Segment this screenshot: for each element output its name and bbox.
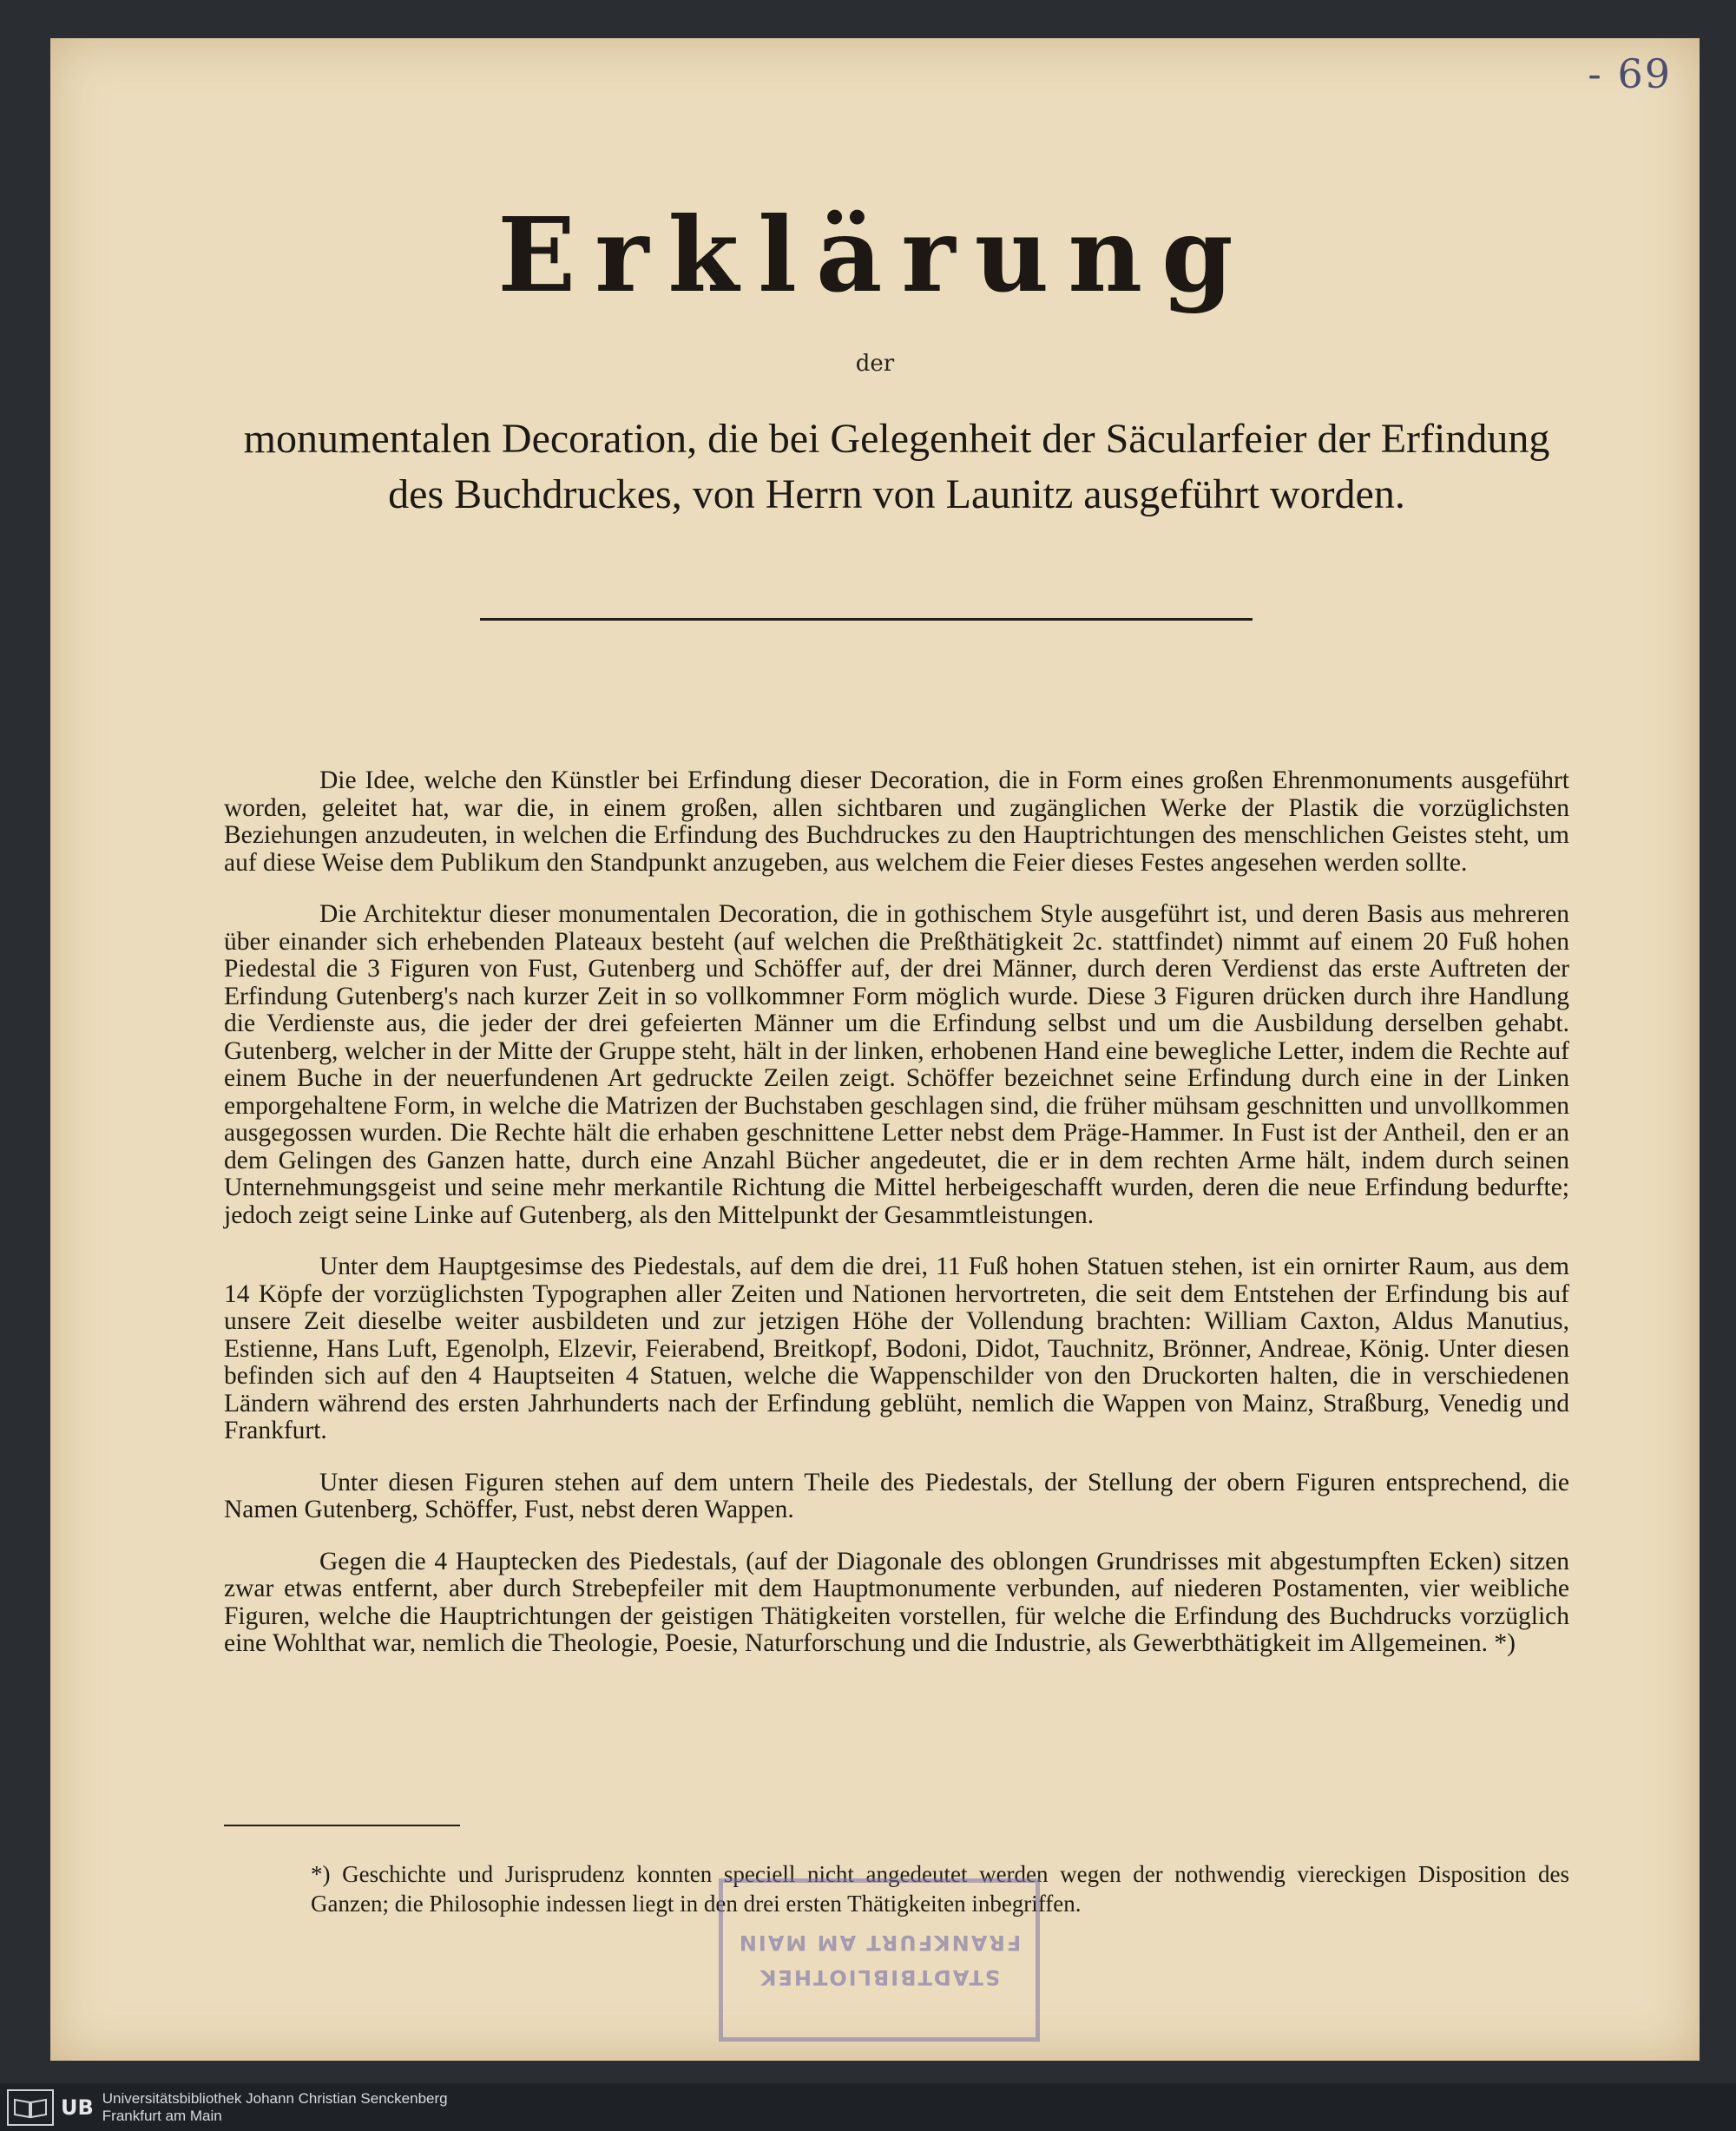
library-stamp xyxy=(719,1878,1040,2042)
logo-text: UB xyxy=(61,2095,94,2120)
book-icon xyxy=(13,2096,48,2119)
body-text xyxy=(224,767,1569,1682)
stamp-line: FRANKFURT AM MAIN xyxy=(737,1930,1022,1955)
institution-name[interactable] xyxy=(102,2090,448,2125)
title-connector: der xyxy=(855,351,895,377)
institution-line: Universitätsbibliothek Johann Christian Senckenberg xyxy=(102,2089,448,2107)
stamp-line: STADTBIBLIOTHEK xyxy=(758,1965,1001,1990)
footnote-divider xyxy=(224,1825,460,1826)
library-logo[interactable] xyxy=(7,2089,54,2126)
paragraph: Gegen die 4 Hauptecken des Piedestals, (auf der Diagonale des oblongen Grundrisses mit abgestumpften Ecken) sitzen zwar etwas entfernt, aber durch Strebepfeiler mit dem Hauptmonumente verbunden, auf niederen Postamenten, vier weibliche Figuren, welche die Hauptrichtungen der geistigen Thätigkeiten vorstellen, für welche die Erfindung des Buchdrucks vorzüglich eine Wohlthat war, nemlich die Theologie, Poesie, Naturforschung und die Industrie, als Gewerbthätigkeit im Allgemeinen. *) xyxy=(224,1547,1569,1657)
document-page xyxy=(50,38,1700,2061)
paragraph: Die Idee, welche den Künstler bei Erfindung dieser Decoration, die in Form eines großen Ehrenmonuments ausgeführt worden, geleitet hat, war die, in einem großen, allen sichtbaren und zugänglichen Werke der Plastik die vorzüglichsten Beziehungen anzudeuten, in welchen die Erfindung des Buchdruckes zu den Hauptrichtungen des menschlichen Geistes steht, um auf diese Weise dem Publikum den Standpunkt anzugeben, aus welchem die Feier dieses Festes angesehen werden sollte. xyxy=(224,766,1569,877)
footer-bar xyxy=(0,2083,1736,2131)
title-divider xyxy=(480,618,1253,621)
institution-line: Frankfurt am Main xyxy=(102,2107,222,2124)
footnote: *) Geschichte und Jurisprudenz konnten speciell nicht angedeutet werden wegen der nothwendig viereckigen Disposition des Ganzen; die Philosophie indessen liegt in den drei ersten Thätigkeiten inbegriffen. xyxy=(311,1861,1569,1917)
shelfmark: - 69 xyxy=(1588,50,1672,97)
page-title: Erklärung xyxy=(497,194,1253,315)
paragraph: Die Architektur dieser monumentalen Decoration, die in gothischem Style ausgeführt ist, und deren Basis aus mehreren über einander sich erhebenden Plateaux besteht (auf welchen die Preßthätigkeit 2c. stattfindet) nimmt auf einem 20 Fuß hohen Piedestal die 3 Figuren von Fust, Gutenberg und Schöffer auf, der drei Männer, durch deren Verdienst das erste Auftreten der Erfindung Gutenberg's nach kurzer Zeit in so vollkommner Form möglich wurde. Diese 3 Figuren drücken durch ihre Handlung die Verdienste aus, die jeder der drei gefeierten Männer um die Erfindung selbst und um die Ausbildung derselben gehabt. Gutenberg, welcher in der Mitte der Gruppe steht, hält in der linken, erhobenen Hand eine bewegliche Letter, indem die Rechte auf einem Buche in der neuerfundenen Art gedruckte Zeilen zeigt. Schöffer bezeichnet seine Erfindung durch eine in der Linken emporgehaltene Form, in welche die Matrizen der Buchstaben geschlagen sind, die früher mühsam geschnitten und unvollkommen ausgegossen wurden. Die Rechte hält die erhaben geschnittene Letter nebst dem Präge-Hammer. In Fust ist der Antheil, den er an dem Gelingen des Ganzen hatte, durch eine Anzahl Bücher angedeutet, die er in dem rechten Arme hält, indem durch seinen Unternehmungsgeist und seine mehr merkantile Richtung die Mittel herbeigeschafft wurden, deren die neue Erfindung bedurfte; jedoch zeigt seine Linke auf Gutenberg, als den Mittelpunkt der Gesammtleistungen. xyxy=(224,900,1569,1229)
page-subtitle: monumentalen Decoration, die bei Gelegenheit der Säcularfeier der Erfindung des Buchdruckes, von Herrn von Launitz ausgeführt worden. xyxy=(243,416,1550,517)
paragraph: Unter dem Hauptgesimse des Piedestals, auf dem die drei, 11 Fuß hohen Statuen stehen, ist ein ornirter Raum, aus dem 14 Köpfe der vorzüglichsten Typographen aller Zeiten und Nationen hervortreten, die seit dem Entstehen der Erfindung bis auf unsere Zeit dieselbe weiter ausbildeten und zur jetzigen Höhe der Vollendung brachten: William Caxton, Aldus Manutius, Estienne, Hans Luft, Egenolph, Elzevir, Feierabend, Breitkopf, Bodoni, Didot, Tauchnitz, Brönner, Andreae, König. Unter diesen befinden sich auf den 4 Hauptseiten 4 Statuen, welche die Wappenschilder von den Druckorten halten, die in verschiedenen Ländern während des ersten Jahrhunderts nach der Erfindung geblüht, nemlich die Wappen von Mainz, Straßburg, Venedig und Frankfurt. xyxy=(224,1253,1569,1444)
paragraph: Unter diesen Figuren stehen auf dem untern Theile des Piedestals, der Stellung der obern Figuren entsprechend, die Namen Gutenberg, Schöffer, Fust, nebst deren Wappen. xyxy=(224,1468,1569,1523)
